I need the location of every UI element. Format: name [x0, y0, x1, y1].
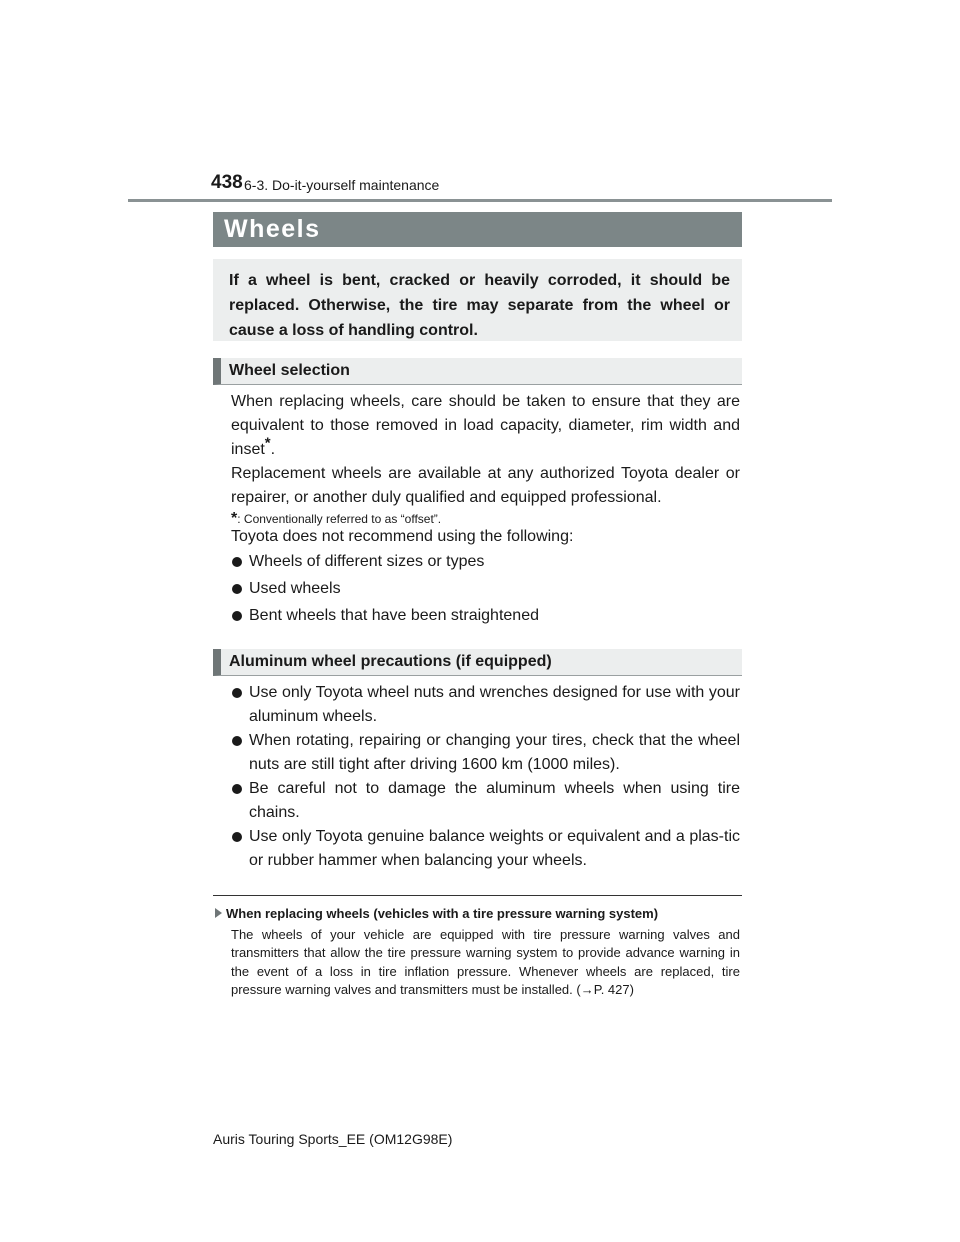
wheel-selection-heading: Wheel selection: [213, 358, 742, 385]
list-item: Use only Toyota wheel nuts and wrenches designed for use with your aluminum wheels.: [231, 681, 740, 729]
bullet-dot-icon: [232, 832, 242, 842]
intro-text: If a wheel is bent, cracked or heavily corroded, it should be replaced. Otherwise, the tire may separate from the wheel or cause a loss of handling control.: [229, 272, 730, 339]
footnote-star: *: [231, 510, 238, 527]
header-divider: [128, 199, 832, 202]
bullet-dot-icon: [232, 688, 242, 698]
list-item: Use only Toyota genuine balance weights or equivalent and a plas-tic or rubber hammer when balancing your wheels.: [231, 825, 740, 873]
bullet-dot-icon: [232, 557, 242, 567]
page-number: 438: [211, 172, 243, 193]
bullet-dot-icon: [232, 784, 242, 794]
footnote-text: : Conventionally referred to as “offset”.: [237, 512, 442, 526]
list-item: When rotating, repairing or changing your tires, check that the wheel nuts are still tight after driving 1600 km (1000 miles).: [231, 729, 740, 777]
list-item: Be careful not to damage the aluminum wheels when using tire chains.: [231, 777, 740, 825]
wheel-selection-body: [231, 390, 740, 528]
triangle-bullet-icon: [215, 908, 222, 918]
footnote-marker: *: [264, 434, 271, 452]
list-item: Wheels of different sizes or types: [231, 550, 740, 574]
bullet-dot-icon: [232, 584, 242, 594]
para1-end: .: [270, 441, 276, 458]
aluminum-precautions-heading: Aluminum wheel precautions (if equipped): [213, 649, 742, 676]
note-heading: When replacing wheels (vehicles with a tire pressure warning system): [215, 905, 742, 923]
list-item: Used wheels: [231, 577, 740, 601]
wheel-selection-para1: When replacing wheels, care should be taken to ensure that they are equivalent to those removed in load capacity, diameter, rim width and inset: [231, 393, 740, 458]
notes-divider: [213, 895, 742, 896]
note-text: The wheels of your vehicle are equipped with tire pressure warning valves and transmitters that allow the tire pressure warning system to provide advance warning in the event of a loss in tire inflation pressure. Whenever wheels are replaced, tire pressure warning valves and transmitters must be installed. (→P. 427): [231, 927, 740, 998]
page-title: Wheels: [213, 212, 742, 247]
intro-box: [213, 259, 742, 341]
list-item: Bent wheels that have been straightened: [231, 604, 740, 628]
wheel-selection-para2: Replacement wheels are available at any authorized Toyota dealer or repairer, or another duly qualified and equipped professional.: [231, 465, 740, 506]
footer-model: Auris Touring Sports_EE (OM12G98E): [213, 1131, 453, 1147]
section-reference: 6-3. Do-it-yourself maintenance: [244, 177, 440, 193]
bullet-dot-icon: [232, 611, 242, 621]
bullet-dot-icon: [232, 736, 242, 746]
not-recommended-lead: Toyota does not recommend using the following:: [231, 528, 574, 545]
